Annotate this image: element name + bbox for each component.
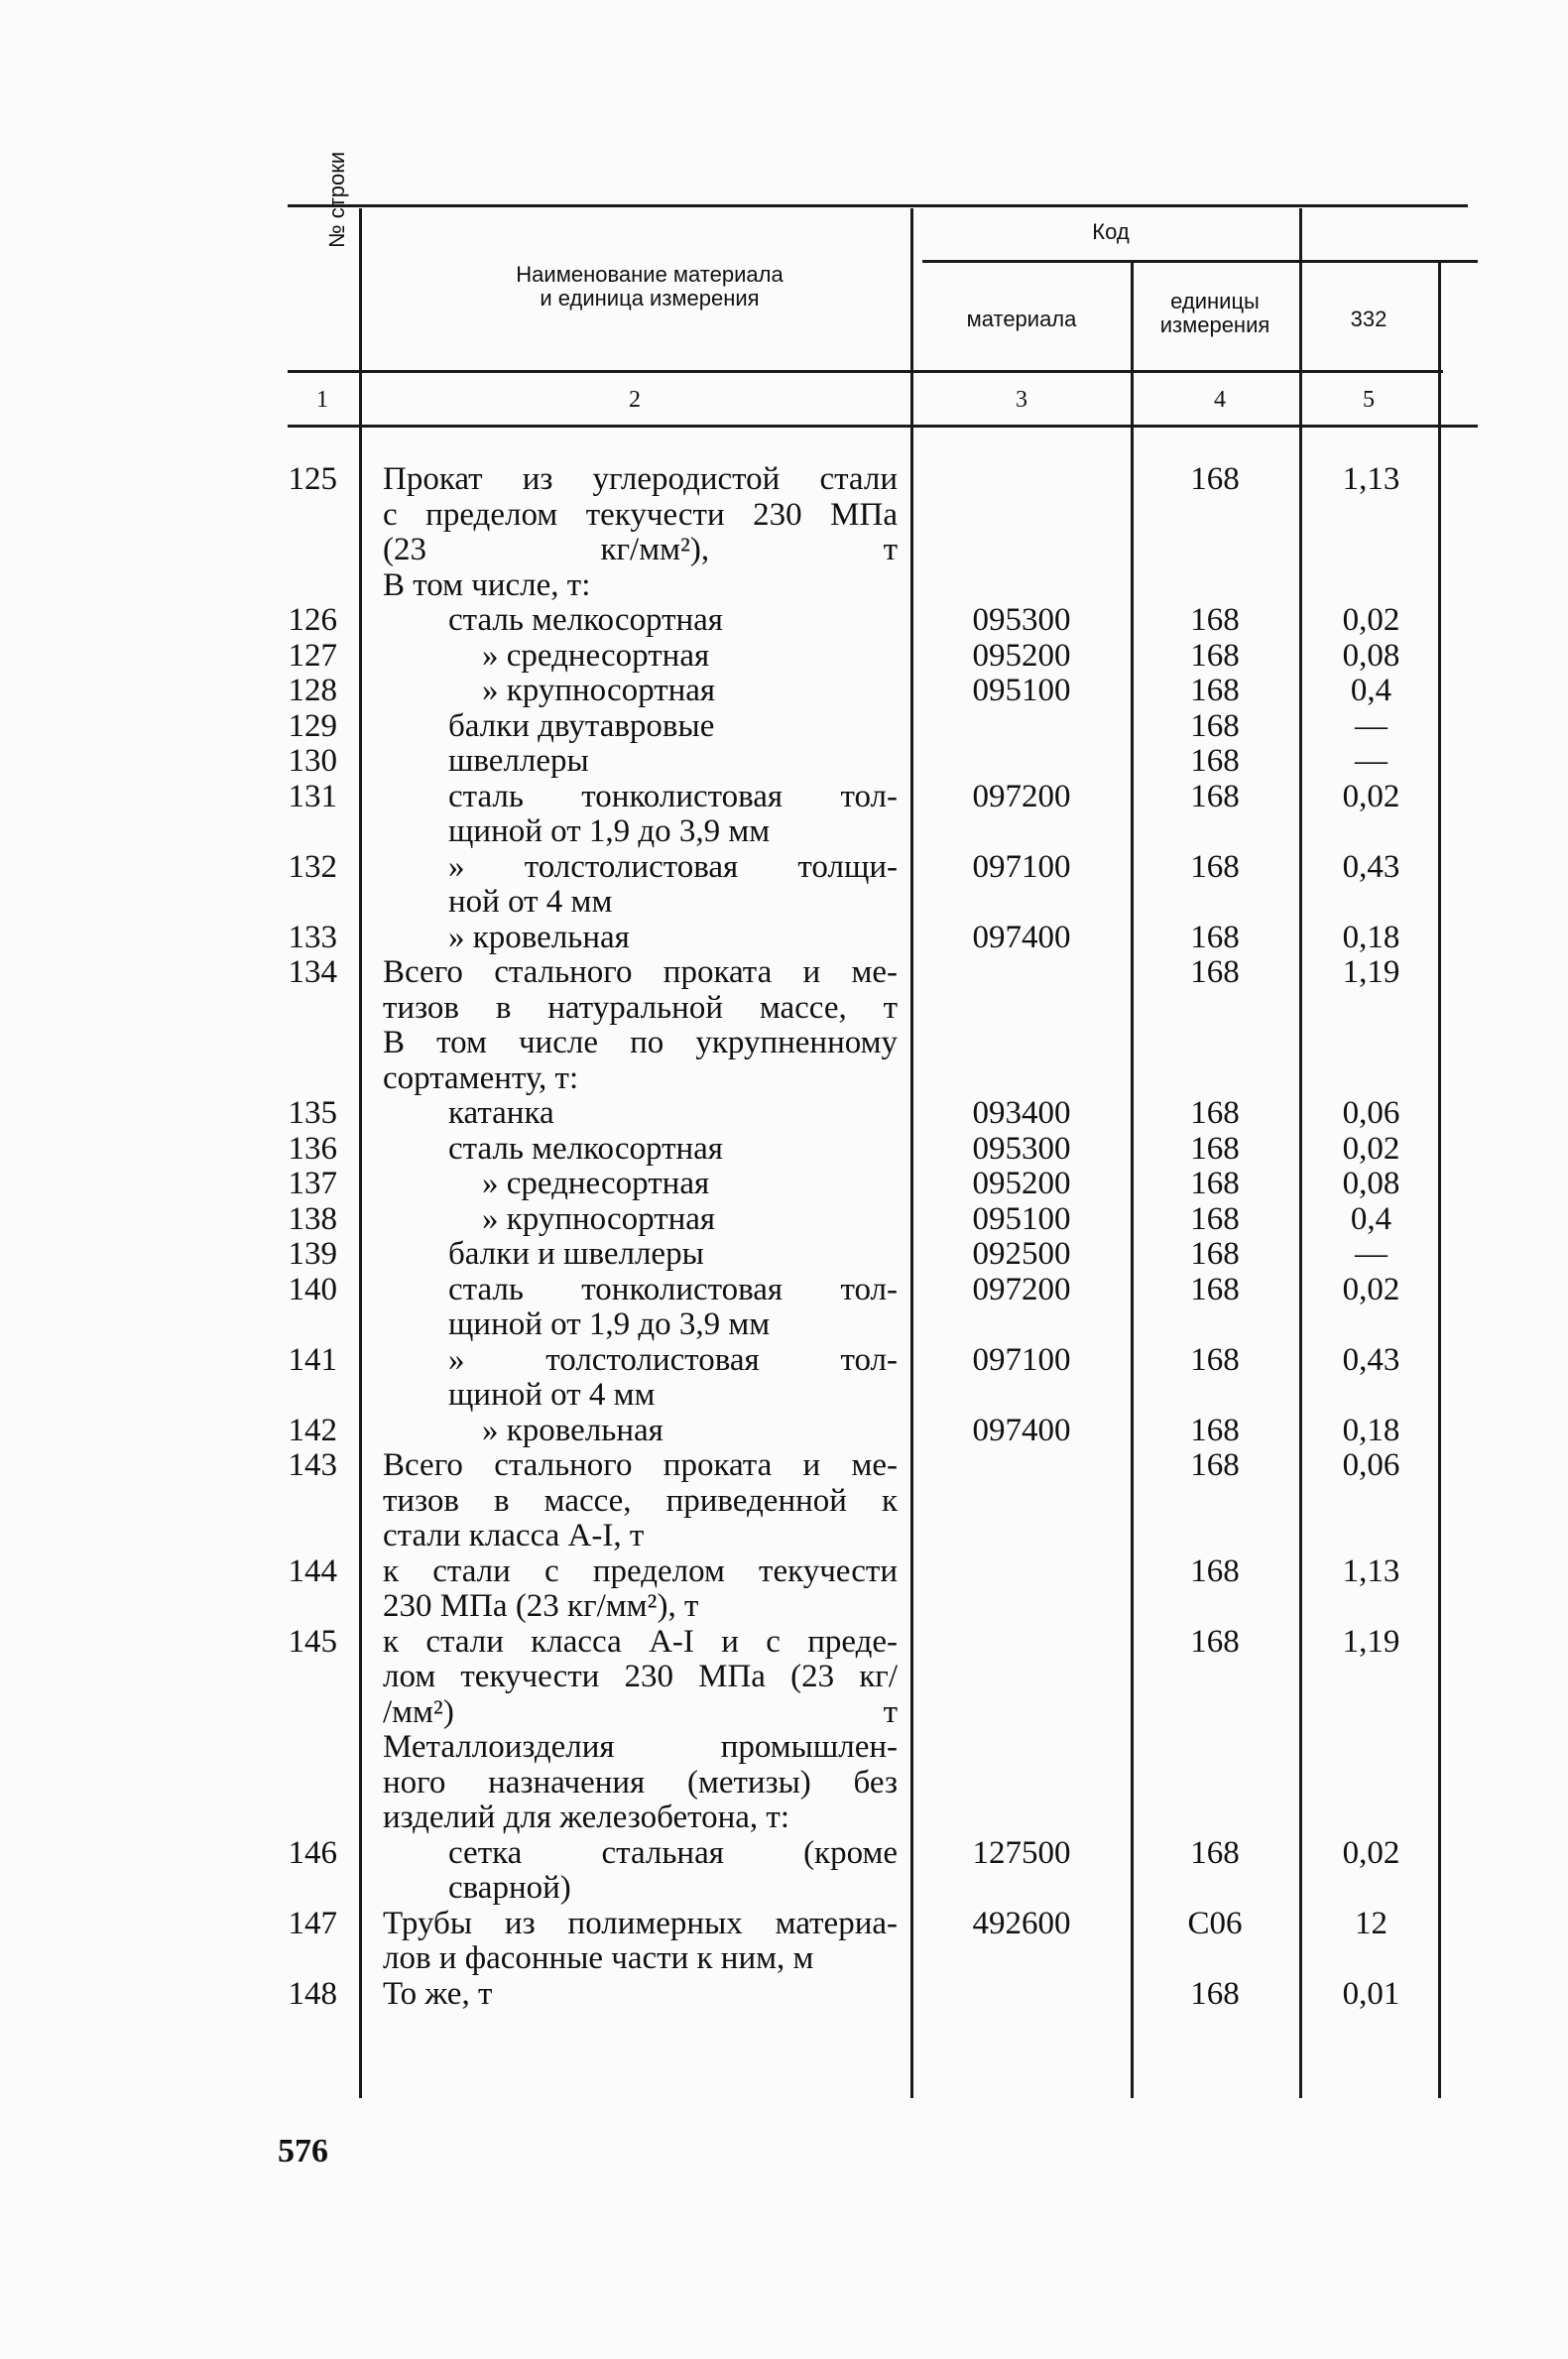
row-value: 0,4	[1350, 1200, 1392, 1237]
row-number: 146	[288, 1834, 337, 1871]
row-value: 0,02	[1342, 602, 1400, 638]
row-name-line: Всего стального проката и ме-	[383, 954, 898, 990]
header-code: Код	[1092, 219, 1130, 244]
row-name-line: сортаменту, т:	[383, 1059, 579, 1096]
row-number: 140	[288, 1271, 337, 1307]
row-number: 128	[288, 673, 337, 708]
row-unit: 168	[1190, 1412, 1240, 1448]
row-name-line: » крупносортная	[482, 673, 716, 708]
row-value: 0,08	[1342, 637, 1400, 674]
row-value: 0,43	[1342, 848, 1400, 885]
row-number: 126	[288, 602, 337, 638]
row-name-line: Трубы из полимерных материа-	[383, 1905, 898, 1941]
row-name-line: лом текучести 230 МПа (23 кг/	[383, 1659, 898, 1694]
colnum-1: 1	[316, 387, 328, 413]
row-unit: 168	[1190, 673, 1240, 708]
row-value: —	[1355, 743, 1387, 779]
row-number: 135	[288, 1095, 337, 1131]
row-value: 1,13	[1342, 461, 1400, 497]
row-name-line: лов и фасонные части к ним, м	[383, 1940, 814, 1976]
row-code: 097100	[972, 1341, 1071, 1378]
row-unit: 168	[1190, 743, 1240, 779]
row-code: 095200	[972, 637, 1071, 674]
row-name-line: сетка стальная (кроме	[448, 1834, 898, 1871]
row-name-line: » среднесортная	[482, 637, 710, 674]
row-name-line: сварной)	[448, 1870, 571, 1906]
row-name-line: сталь тонколистовая тол-	[448, 1271, 898, 1307]
row-value: 0,4	[1350, 673, 1392, 708]
row-code: 097200	[972, 778, 1071, 814]
row-value: 1,19	[1342, 1623, 1400, 1660]
row-value: 0,06	[1342, 1447, 1400, 1483]
page-number: 576	[278, 2133, 328, 2170]
row-code: 095100	[972, 1200, 1071, 1237]
row-code: 097200	[972, 1271, 1071, 1307]
row-unit: 168	[1190, 1975, 1240, 2012]
row-name-line: к стали с пределом текучести	[383, 1552, 898, 1589]
row-unit: 168	[1190, 848, 1240, 885]
row-value: 0,08	[1342, 1166, 1400, 1201]
row-number: 131	[288, 778, 337, 814]
row-name-line: сталь тонколистовая тол-	[448, 778, 898, 814]
colnum-3: 3	[1016, 387, 1027, 413]
row-unit: 168	[1190, 1447, 1240, 1483]
row-value: 0,02	[1342, 1271, 1400, 1307]
header-material: материала	[966, 307, 1077, 331]
colnum-2: 2	[629, 387, 641, 413]
header-332: 332	[1350, 307, 1387, 331]
row-name-line: тизов в массе, приведенной к	[383, 1482, 898, 1519]
row-number: 144	[288, 1552, 337, 1589]
row-unit: 168	[1190, 1166, 1240, 1201]
row-number: 132	[288, 848, 337, 885]
row-value: 0,02	[1342, 1130, 1400, 1167]
row-value: 0,01	[1342, 1975, 1400, 2012]
row-name-line: Прокат из углеродистой стали	[383, 461, 898, 497]
row-unit: 168	[1190, 1095, 1240, 1131]
row-code: 127500	[972, 1834, 1071, 1871]
row-name-line: швеллеры	[448, 743, 589, 779]
header-unit-line2: измерения	[1159, 312, 1270, 337]
row-unit: 168	[1190, 1341, 1240, 1378]
row-name-line: Металлоизделия промышлен-	[383, 1729, 898, 1765]
row-name-line: Всего стального проката и ме-	[383, 1447, 898, 1483]
header-name-line1: Наименование материала	[516, 262, 784, 287]
row-value: 0,18	[1342, 919, 1400, 955]
row-code: 095300	[972, 602, 1071, 638]
row-name-line: сталь мелкосортная	[448, 602, 723, 638]
row-unit: 168	[1190, 707, 1240, 744]
row-code: 095200	[972, 1166, 1071, 1201]
row-unit: 168	[1190, 1552, 1240, 1589]
row-unit: 168	[1190, 461, 1240, 497]
row-name-line: сталь мелкосортная	[448, 1130, 723, 1167]
colnum-5: 5	[1363, 387, 1375, 413]
row-name-line: к стали класса А-I и с преде-	[383, 1623, 898, 1660]
row-code: 492600	[972, 1905, 1071, 1941]
row-number: 137	[288, 1166, 337, 1201]
row-number: 141	[288, 1341, 337, 1378]
row-unit: С06	[1187, 1905, 1243, 1941]
row-number: 129	[288, 707, 337, 744]
row-name-line: » крупносортная	[482, 1200, 716, 1237]
row-name-line: В том числе по укрупненному	[383, 1025, 898, 1060]
row-unit: 168	[1190, 919, 1240, 955]
row-name-line: (23 кг/мм²), т	[383, 532, 898, 567]
row-number: 145	[288, 1623, 337, 1660]
row-number: 147	[288, 1905, 337, 1941]
row-name-line: В том числе, т:	[383, 566, 591, 603]
row-number: 136	[288, 1130, 337, 1167]
row-name-line: » кровельная	[482, 1412, 663, 1448]
row-number: 143	[288, 1447, 337, 1483]
row-name-line: щиной от 1,9 до 3,9 мм	[448, 813, 771, 849]
row-code: 093400	[972, 1095, 1071, 1131]
row-value: 1,19	[1342, 954, 1400, 990]
row-value: 0,02	[1342, 778, 1400, 814]
row-value: 0,18	[1342, 1412, 1400, 1448]
row-name-line: тизов в натуральной массе, т	[383, 989, 898, 1026]
row-name-line: /мм²) т	[383, 1693, 898, 1730]
row-unit: 168	[1190, 1834, 1240, 1871]
row-code: 095100	[972, 673, 1071, 708]
row-code: 097400	[972, 1412, 1071, 1448]
row-value: —	[1355, 1236, 1387, 1272]
row-unit: 168	[1190, 1271, 1240, 1307]
row-unit: 168	[1190, 637, 1240, 674]
row-value: 0,02	[1342, 1834, 1400, 1871]
row-number: 133	[288, 919, 337, 955]
row-unit: 168	[1190, 1623, 1240, 1660]
row-name-line: изделий для железобетона, т:	[383, 1800, 790, 1835]
row-name-line: щиной от 1,9 до 3,9 мм	[448, 1306, 771, 1342]
row-name-line: щиной от 4 мм	[448, 1377, 656, 1413]
row-name-line: с пределом текучести 230 МПа	[383, 496, 898, 533]
header-name-line2: и единица измерения	[540, 286, 760, 310]
row-name-line: » толстолистовая толщи-	[448, 848, 898, 885]
row-name-line: стали класса А-I, т	[383, 1518, 645, 1553]
row-unit: 168	[1190, 1130, 1240, 1167]
row-unit: 168	[1190, 778, 1240, 814]
row-code: 097100	[972, 848, 1071, 885]
colnum-4: 4	[1214, 387, 1226, 413]
row-name-line: балки двутавровые	[448, 707, 715, 744]
row-number: 125	[288, 461, 337, 497]
row-name-line: » среднесортная	[482, 1166, 710, 1201]
row-unit: 168	[1190, 1200, 1240, 1237]
row-value: —	[1355, 707, 1387, 744]
row-unit: 168	[1190, 1236, 1240, 1272]
row-code: 095300	[972, 1130, 1071, 1167]
row-value: 12	[1355, 1905, 1387, 1941]
row-name-line: 230 МПа (23 кг/мм²), т	[383, 1588, 699, 1624]
header-unit-line1: единицы	[1170, 289, 1260, 313]
row-name-line: » кровельная	[448, 919, 630, 955]
row-name-line: » толстолистовая тол-	[448, 1341, 898, 1378]
row-code: 092500	[972, 1236, 1071, 1272]
row-unit: 168	[1190, 602, 1240, 638]
row-number: 142	[288, 1412, 337, 1448]
row-number: 148	[288, 1975, 337, 2012]
row-name-line: То же, т	[383, 1975, 493, 2012]
row-value: 0,06	[1342, 1095, 1400, 1131]
row-number: 138	[288, 1200, 337, 1237]
row-number: 134	[288, 954, 337, 990]
row-number: 127	[288, 637, 337, 674]
row-name-line: балки и швеллеры	[448, 1236, 704, 1272]
row-name-line: ного назначения (метизы) без	[383, 1764, 898, 1800]
row-number: 130	[288, 743, 337, 779]
row-value: 1,13	[1342, 1552, 1400, 1589]
row-name-line: ной от 4 мм	[448, 884, 613, 920]
row-value: 0,43	[1342, 1341, 1400, 1378]
row-code: 097400	[972, 919, 1071, 955]
row-unit: 168	[1190, 954, 1240, 990]
header-rowno: № строки	[324, 151, 349, 248]
row-number: 139	[288, 1236, 337, 1272]
row-name-line: катанка	[448, 1095, 554, 1131]
